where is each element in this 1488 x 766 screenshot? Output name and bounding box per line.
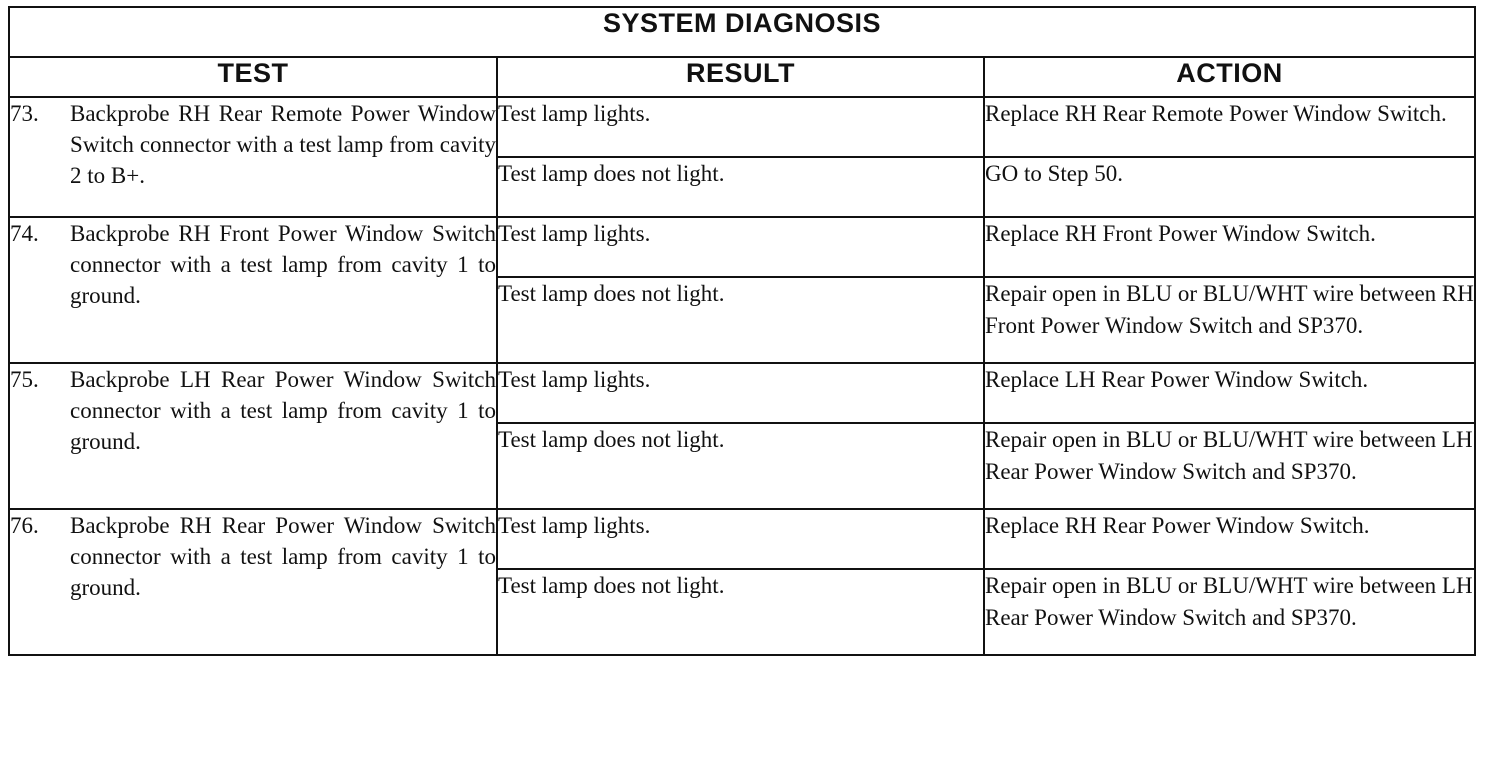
column-header-action: ACTION [984, 57, 1475, 97]
column-header-result: RESULT [497, 57, 984, 97]
step-number: 76. [10, 513, 39, 538]
test-cell [9, 97, 497, 217]
action-cell: Replace RH Rear Power Window Switch. [984, 509, 1475, 569]
test-cell [9, 363, 497, 509]
test-description: Backprobe RH Rear Power Window Switch connector with a test lamp from cavity 1 to ground. [70, 513, 496, 600]
action-cell: GO to Step 50. [984, 157, 1475, 217]
result-cell: Test lamp lights. [497, 363, 984, 423]
action-cell: Repair open in BLU or BLU/WHT wire between RH Front Power Window Switch and SP370. [984, 277, 1475, 363]
table-row [9, 509, 1475, 569]
table-title: SYSTEM DIAGNOSIS [9, 7, 1475, 57]
table-row [9, 97, 1475, 157]
test-cell [9, 217, 497, 363]
result-cell: Test lamp lights. [497, 97, 984, 157]
step-number: 74. [10, 221, 39, 246]
result-cell: Test lamp does not light. [497, 423, 984, 509]
result-cell: Test lamp does not light. [497, 569, 984, 655]
system-diagnosis-table [8, 6, 1476, 656]
result-cell: Test lamp lights. [497, 217, 984, 277]
action-cell: Repair open in BLU or BLU/WHT wire between LH Rear Power Window Switch and SP370. [984, 423, 1475, 509]
action-cell: Repair open in BLU or BLU/WHT wire between LH Rear Power Window Switch and SP370. [984, 569, 1475, 655]
step-number: 73. [10, 101, 39, 126]
column-header-test: TEST [9, 57, 497, 97]
action-cell: Replace RH Front Power Window Switch. [984, 217, 1475, 277]
action-cell: Replace LH Rear Power Window Switch. [984, 363, 1475, 423]
table-row [9, 363, 1475, 423]
result-cell: Test lamp does not light. [497, 157, 984, 217]
result-cell: Test lamp does not light. [497, 277, 984, 363]
test-description: Backprobe LH Rear Power Window Switch connector with a test lamp from cavity 1 to ground. [70, 367, 496, 454]
test-description: Backprobe RH Front Power Window Switch connector with a test lamp from cavity 1 to ground. [70, 221, 496, 308]
test-cell [9, 509, 497, 655]
step-number: 75. [10, 367, 39, 392]
result-cell: Test lamp lights. [497, 509, 984, 569]
table-row [9, 217, 1475, 277]
action-cell: Replace RH Rear Remote Power Window Switch. [984, 97, 1475, 157]
test-description: Backprobe RH Rear Remote Power Window Switch connector with a test lamp from cavity 2 to B+. [70, 101, 496, 188]
